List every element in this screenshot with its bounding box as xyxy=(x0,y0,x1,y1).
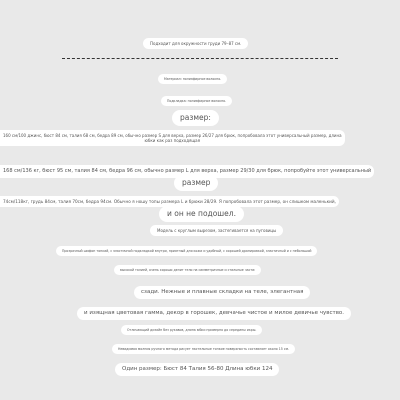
size-note-3-end: и он не подошел. xyxy=(159,206,244,222)
waist-line: высокой талией, очень хорошо делит тело на симметричные и стильные части: xyxy=(114,265,261,275)
size-note-3: 74см/118кг, грудь 84см, талия 70см, бедра 94см. Обычно я ношу топы размера L и брюки 28/29. Я попробовала этот размер, он слишком маленький, xyxy=(0,196,339,207)
size-note-2: 168 см/136 кг, бюст 95 см, талия 84 см, бедра 96 см, обычно размер L для верха, размер 29/30 для брюк, попробуйте этот универсальный xyxy=(0,165,374,178)
bust-fit-note: Подходит для окружности груди 79–87 см. xyxy=(143,38,248,49)
fabric-line: Прозрачный шифон тонкий, с эластичной подкладкой внутри, приятный для кожи и удобный, с хорошей драпировкой, эластичный и с небольшой xyxy=(56,246,317,256)
polka-dot-line: и изящная цветовая гамма, декор в горошек, девчачье чистое и милое девичье чувство. xyxy=(77,307,351,320)
divider xyxy=(62,58,338,59)
size-heading: размер: xyxy=(172,110,219,126)
neckline-line: Модель с круглым вырезом, застегивается на пуговицы xyxy=(150,225,283,236)
sleeveless-line: Отличающий дизайн без рукавов, длина юбки примерно до середины икры. xyxy=(121,325,262,335)
one-size-line: Один размер: Бюст 84 Талия 56-80 Длина юбки 124 xyxy=(115,363,279,376)
pleats-line: сзади. Нежные и плавные складки на теле, элегантная xyxy=(134,286,310,299)
lining-line: Подкладка: полиэфирное волокно. xyxy=(161,96,232,106)
zipper-line: Невидимая молния ручного метода рисует пастельные тонкие поверхность составляет около 15 см. xyxy=(112,344,295,354)
size-note-1: 160 см/100 джинс, бюст 84 см, талия 68 см, бедра 89 см, обычно размер S для верха, размер 26/27 для брюк, попробовала этот универсальный размер, длина юбки как раз подходящая xyxy=(0,130,345,146)
size-note-2-end: размер xyxy=(174,175,218,191)
material-line: Материал: полиэфирное волокно. xyxy=(158,74,227,84)
